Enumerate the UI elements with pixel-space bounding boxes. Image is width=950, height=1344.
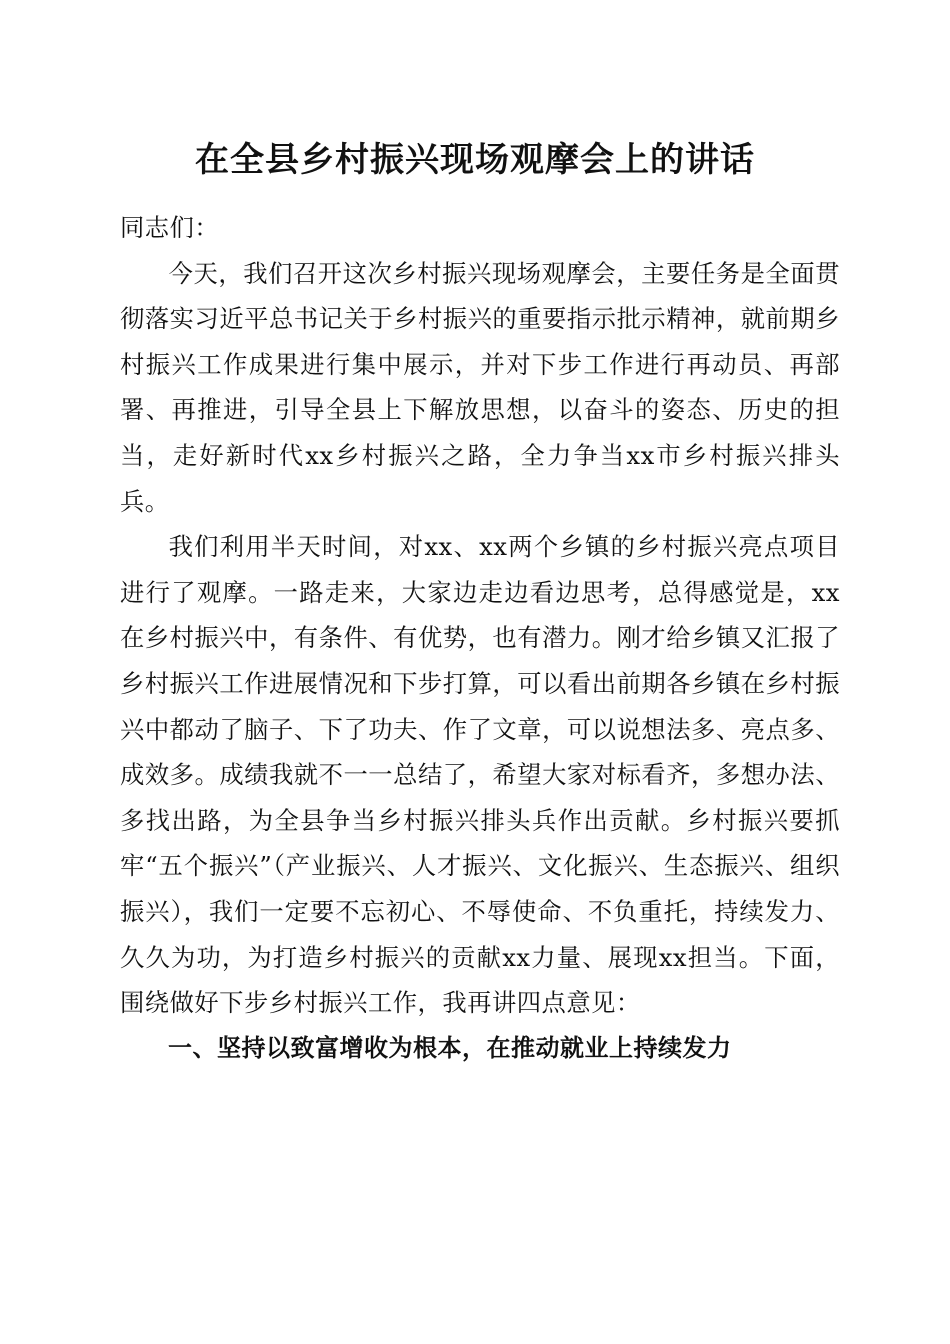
- section-heading-one: 一、坚持以致富增收为根本，在推动就业上持续发力: [168, 1033, 732, 1062]
- paragraph-observation: 我们利用半天时间，对xx、xx两个乡镇的乡村振兴亮点项目进行了观摩。一路走来，大家边走边看边思考，总得感觉是，xx在乡村振兴中，有条件、有优势，也有潜力。刚才给乡镇又汇报了乡村振兴工作进展情况和下步打算，可以看出前期各乡镇在乡村振兴中都动了脑子、下了功夫、作了文章，可以说想法多、亮点多、成效多。成绩我就不一一总结了，希望大家对标看齐，多想办法、多找出路，为全县争当乡村振兴排头兵作出贡献。乡村振兴要抓牢“五个振兴”（产业振兴、人才振兴、文化振兴、生态振兴、组织振兴），我们一定要不忘初心、不辱使命、不负重托，持续发力、久久为功，为打造乡村振兴的贡献xx力量、展现xx担当。下面，围绕做好下步乡村振兴工作，我再讲四点意见：: [120, 532, 840, 1018]
- document-title: 在全县乡村振兴现场观摩会上的讲话: [195, 140, 755, 180]
- paragraph-opening: 今天，我们召开这次乡村振兴现场观摩会，主要任务是全面贯彻落实习近平总书记关于乡村振兴的重要指示批示精神，就前期乡村振兴工作成果进行集中展示，并对下步工作进行再动员、再部署、再推进，引导全县上下解放思想，以奋斗的姿态、历史的担当，走好新时代xx乡村振兴之路，全力争当xx市乡村振兴排头兵。: [120, 258, 840, 516]
- document-body: [120, 205, 840, 1071]
- greeting-line: 同志们：: [120, 213, 220, 242]
